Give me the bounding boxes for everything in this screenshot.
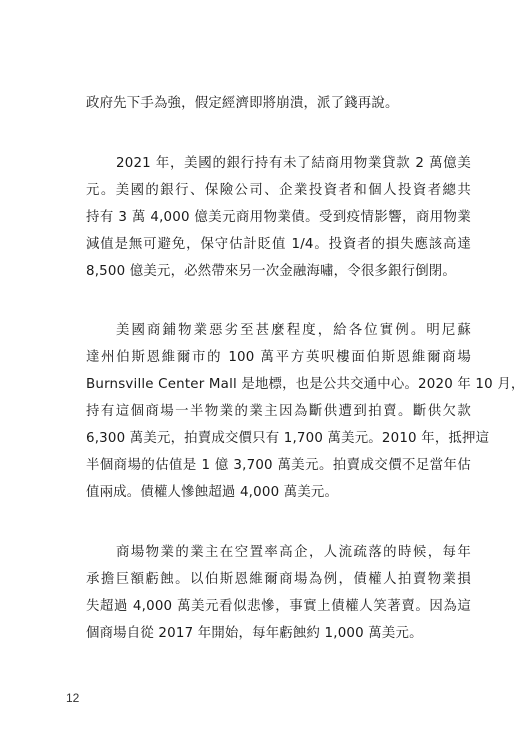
paragraph-4-line-2: 承擔巨額虧蝕。以伯斯恩維爾商場為例，債權人拍賣物業損 xyxy=(86,572,471,587)
paragraph-4-line-3: 失超過 4,000 萬美元看似悲慘，事實上債權人笑著賣。因為這 xyxy=(86,599,471,614)
paragraph-2-line-3: 持有 3 萬 4,000 億美元商用物業債。受到疫情影響，商用物業 xyxy=(86,210,471,225)
paragraph-2-line-1: 2021 年，美國的銀行持有未了結商用物業貸款 2 萬億美 xyxy=(116,156,471,171)
paragraph-1-line-1: 政府先下手為強，假定經濟即將崩潰，派了錢再說。 xyxy=(86,96,399,111)
paragraph-3-line-4: 持有這個商場一半物業的業主因為斷供遭到拍賣。斷供欠款 xyxy=(86,404,471,419)
paragraph-3-line-2: 達州伯斯恩維爾市的 100 萬平方英呎樓面伯斯恩維爾商場 xyxy=(86,350,471,365)
paragraph-3-line-1: 美國商鋪物業惡劣至甚麼程度，給各位實例。明尼蘇 xyxy=(116,323,471,338)
paragraph-3-line-6: 半個商場的估值是 1 億 3,700 萬美元。拍賣成交價不足當年估 xyxy=(86,458,471,473)
page-number: 12 xyxy=(66,691,80,705)
paragraph-4-line-1: 商場物業的業主在空置率高企，人流疏落的時候，每年 xyxy=(116,545,471,560)
paragraph-3-line-3: Burnsville Center Mall 是地標，也是公共交通中心。2020 年 10 月， xyxy=(86,377,525,392)
paragraph-3-line-5: 6,300 萬美元，拍賣成交價只有 1,700 萬美元。2010 年，抵押這 xyxy=(86,431,490,446)
paragraph-3-line-7: 值兩成。債權人慘蝕超過 4,000 萬美元。 xyxy=(86,485,339,500)
paragraph-4-line-4: 個商場自從 2017 年開始，每年虧蝕約 1,000 萬美元。 xyxy=(86,626,423,641)
paragraph-2-line-5: 8,500 億美元，必然帶來另一次金融海嘯，令很多銀行倒閉。 xyxy=(86,264,456,279)
paragraph-2-line-4: 減值是無可避免，保守估計貶值 1/4。投資者的損失應該高達 xyxy=(86,237,471,252)
paragraph-2-line-2: 元。美國的銀行、保險公司、企業投資者和個人投資者總共 xyxy=(86,183,471,198)
